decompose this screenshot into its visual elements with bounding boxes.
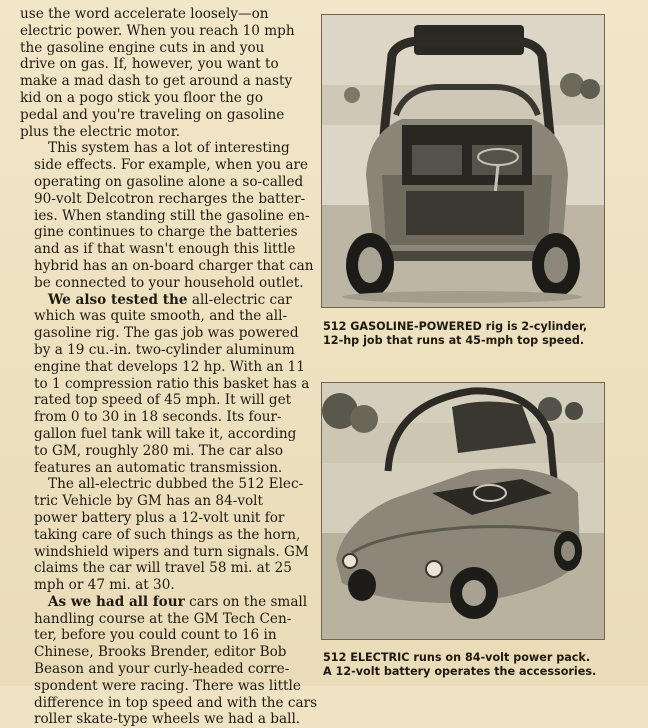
text-line: spondent were racing. There was little: [34, 677, 301, 694]
article-column: [20, 6, 318, 728]
text-line: [20, 593, 308, 611]
caption-lead: 512 ELECTRIC: [323, 651, 410, 664]
text-line: taking care of such things as the horn,: [34, 526, 301, 543]
text-line: windshield wipers and turn signals. GM: [34, 543, 309, 560]
electric-car-caption: [323, 651, 613, 679]
text-line: operating on gasoline alone a so-called: [34, 173, 304, 190]
text-line: ies. When standing still the gasoline en-: [34, 207, 310, 224]
text-line: mph or 47 mi. at 30.: [34, 577, 175, 594]
text-line: to 1 compression ratio this basket has a: [34, 375, 310, 392]
text-line: ter, before you could count to 16 in: [34, 627, 277, 644]
electric-car-photo: [321, 382, 605, 640]
paragraph-3: [20, 291, 310, 477]
text-line: which was quite smooth, and the all-: [34, 308, 288, 325]
text-line: features an automatic transmission.: [34, 459, 283, 476]
run-in-heading: We also tested the: [48, 291, 188, 308]
text-line: This system has a lot of interesting: [48, 140, 290, 157]
text-line: [20, 292, 300, 309]
caption-line: [323, 320, 613, 334]
paragraph-1: [20, 6, 300, 140]
text-line: claims the car will travel 58 mi. at 25: [34, 560, 292, 577]
run-in-heading: As we had all four: [48, 593, 185, 610]
text-line: difference in top speed and with the cars: [34, 694, 318, 711]
caption-lead: 512 GASOLINE-POWERED: [323, 320, 482, 333]
text-line: make a mad dash to get around a nasty: [20, 73, 293, 90]
text-line: gallon fuel tank will take it, according: [34, 425, 297, 442]
gasoline-car-photo: [321, 14, 605, 308]
gasoline-car-caption: [323, 320, 613, 348]
text-line: power battery plus a 12-volt unit for: [34, 509, 285, 526]
paragraph-4: [20, 476, 309, 594]
text-line: by a 19 cu.-in. two-cylinder aluminum: [34, 341, 295, 358]
paragraph-5: [20, 593, 318, 728]
text-line: to GM, roughly 280 mi. The car also: [34, 442, 284, 459]
text-line: electric power. When you reach 10 mph: [20, 22, 295, 39]
caption-line: [323, 651, 613, 665]
text-run: all-electric car: [187, 291, 292, 308]
text-line: handling course at the GM Tech Cen-: [34, 610, 292, 627]
text-line: engine that develops 12 hp. With an 11: [34, 358, 305, 375]
caption-line: 12-hp job that runs at 45-mph top speed.: [323, 334, 585, 348]
text-line: be connected to your household outlet.: [34, 274, 304, 291]
caption-line: A 12-volt battery operates the accessories.: [323, 665, 597, 679]
caption-text: runs on 84-volt power pack.: [409, 651, 591, 664]
text-line: drive on gas. If, however, you want to: [20, 56, 279, 73]
text-line: hybrid has an on-board charger that can: [34, 257, 314, 274]
text-line: Chinese, Brooks Brender, editor Bob: [34, 644, 287, 661]
paragraph-2: [20, 140, 314, 291]
text-line: plus the electric motor.: [20, 123, 181, 140]
text-line: The all-electric dubbed the 512 Elec-: [48, 476, 304, 493]
text-line: pedal and you're traveling on gasoline: [20, 106, 285, 123]
text-line: the gasoline engine cuts in and you: [20, 39, 265, 56]
text-line: rated top speed of 45 mph. It will get: [34, 392, 292, 409]
text-line: 90-volt Delcotron recharges the batter-: [34, 190, 306, 207]
text-line: and as if that wasn't enough this little: [34, 241, 296, 258]
caption-text: rig is 2-cylinder,: [481, 320, 588, 333]
text-line: kid on a pogo stick you floor the go: [20, 89, 264, 106]
gasoline-car-illustration: [322, 15, 604, 307]
text-line: from 0 to 30 in 18 seconds. Its four-: [34, 409, 282, 426]
text-line: side effects. For example, when you are: [34, 157, 309, 174]
text-line: gasoline rig. The gas job was powered: [34, 325, 299, 342]
text-run: cars on the small: [184, 593, 308, 610]
text-line: use the word accelerate loosely—on: [20, 6, 269, 22]
text-line: Beason and your curly-headed corre-: [34, 661, 290, 678]
text-line: roller skate-type wheels we had a ball.: [34, 711, 301, 728]
text-line: tric Vehicle by GM has an 84-volt: [34, 493, 263, 510]
text-line: gine continues to charge the batteries: [34, 224, 298, 241]
electric-car-illustration: [322, 383, 604, 639]
